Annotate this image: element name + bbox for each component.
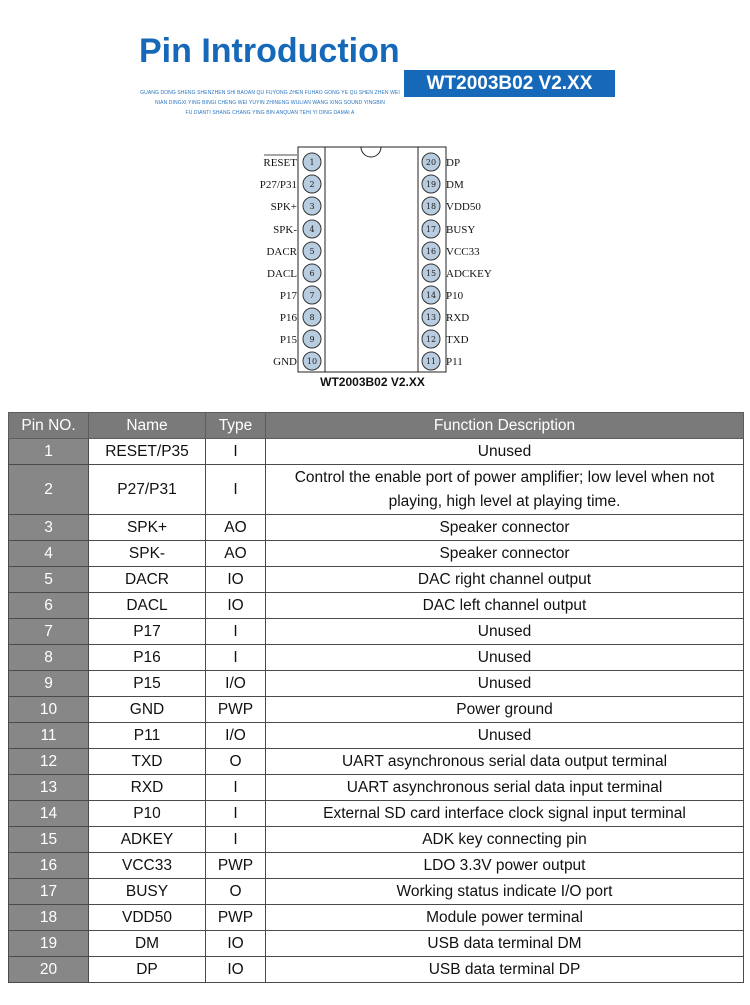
pin-type-cell: O: [206, 749, 266, 775]
pin-number-cell: 9: [9, 671, 89, 697]
chip-caption: WT2003B02 V2.XX: [320, 375, 425, 389]
pin-number-left: 9: [309, 335, 315, 344]
pin-label-right: RXD: [446, 312, 470, 324]
pin-type-cell: I/O: [206, 671, 266, 697]
pin-number-cell: 18: [9, 905, 89, 931]
function-description-cell: USB data terminal DM: [266, 931, 744, 957]
pin-type-cell: IO: [206, 957, 266, 983]
pin-label-right: P10: [446, 290, 464, 302]
pin-name-cell: RXD: [89, 775, 206, 801]
pin-label-left: P16: [279, 312, 297, 324]
pin-number-cell: 14: [9, 801, 89, 827]
pin-number-cell: 5: [9, 567, 89, 593]
pin-number-left: 1: [309, 158, 315, 167]
function-description-cell: Unused: [266, 619, 744, 645]
header-type: Type: [206, 413, 266, 439]
pin-number-right: 16: [425, 247, 437, 256]
company-text-line-3: FU DIANTI SHANG CHANG YING BIN ANQUAN TEHI YI DING DAMAI A: [185, 110, 355, 116]
pin-type-cell: I: [206, 465, 266, 515]
header-name: Name: [89, 413, 206, 439]
pin-number-cell: 12: [9, 749, 89, 775]
pin-label-right: DP: [446, 157, 461, 169]
table-row: [9, 619, 744, 645]
function-description-cell: UART asynchronous serial data input terminal: [266, 775, 744, 801]
pin-number-cell: 8: [9, 645, 89, 671]
function-description-cell: Control the enable port of power amplifier; low level when not playing, high level at playing time.: [266, 465, 744, 515]
pin-type-cell: I: [206, 439, 266, 465]
pin-type-cell: PWP: [206, 697, 266, 723]
pin-type-cell: I/O: [206, 723, 266, 749]
pin-number-left: 3: [309, 202, 315, 211]
pin-number-right: 13: [425, 313, 437, 322]
function-description-cell: Speaker connector: [266, 515, 744, 541]
pin-number-cell: 11: [9, 723, 89, 749]
pin-label-left: P17: [279, 290, 297, 302]
table-row: [9, 671, 744, 697]
table-row: [9, 827, 744, 853]
pin-number-cell: 6: [9, 593, 89, 619]
table-row: [9, 775, 744, 801]
function-description-cell: ADK key connecting pin: [266, 827, 744, 853]
pin-number-cell: 15: [9, 827, 89, 853]
pin-label-left: RESET: [263, 157, 297, 169]
table-row: [9, 749, 744, 775]
function-description-cell: Speaker connector: [266, 541, 744, 567]
pin-label-left: SPK+: [270, 201, 297, 213]
function-description-cell: USB data terminal DP: [266, 957, 744, 983]
pin-name-cell: TXD: [89, 749, 206, 775]
pin-number-cell: 1: [9, 439, 89, 465]
pin-name-cell: P16: [89, 645, 206, 671]
function-description-cell: LDO 3.3V power output: [266, 853, 744, 879]
pin-label-left: P27/P31: [259, 179, 297, 191]
table-row: [9, 931, 744, 957]
pin-number-left: 4: [309, 225, 315, 234]
pin-type-cell: I: [206, 619, 266, 645]
table-row: [9, 645, 744, 671]
pin-label-left: DACR: [266, 246, 297, 258]
pin-number-right: 20: [425, 158, 437, 167]
pin-label-left: DACL: [267, 268, 297, 280]
pin-name-cell: DP: [89, 957, 206, 983]
table-row: [9, 465, 744, 515]
function-description-cell: Module power terminal: [266, 905, 744, 931]
pin-label-left: GND: [273, 356, 297, 368]
table-row: [9, 723, 744, 749]
header-pin-no: Pin NO.: [9, 413, 89, 439]
table-row: [9, 515, 744, 541]
pin-number-left: 10: [306, 357, 318, 366]
function-description-cell: Unused: [266, 645, 744, 671]
pin-number-left: 6: [309, 269, 315, 278]
pin-function-table: [8, 412, 744, 983]
function-description-cell: Unused: [266, 723, 744, 749]
pin-number-left: 7: [309, 291, 315, 300]
company-text-line-1: GUANG DONG SHENG SHENZHEN SHI BAOAN QU FUYONG ZHEN FUHAO GONG YE QU SHEN ZHEN WEI: [140, 90, 400, 96]
pin-number-right: 12: [425, 335, 437, 344]
pin-number-right: 19: [425, 180, 437, 189]
table-row: [9, 905, 744, 931]
table-row: [9, 439, 744, 465]
pin-name-cell: SPK+: [89, 515, 206, 541]
pin-label-right: VDD50: [446, 201, 481, 213]
pin-label-right: VCC33: [446, 246, 480, 258]
function-description-cell: DAC left channel output: [266, 593, 744, 619]
pin-type-cell: AO: [206, 541, 266, 567]
pin-name-cell: DACL: [89, 593, 206, 619]
pin-number-cell: 2: [9, 465, 89, 515]
pin-name-cell: P27/P31: [89, 465, 206, 515]
pin-name-cell: ADKEY: [89, 827, 206, 853]
function-description-cell: External SD card interface clock signal input terminal: [266, 801, 744, 827]
table-row: [9, 853, 744, 879]
pin-type-cell: IO: [206, 567, 266, 593]
function-description-cell: DAC right channel output: [266, 567, 744, 593]
pin-label-right: ADCKEY: [446, 268, 492, 280]
pin-number-right: 11: [425, 357, 437, 366]
function-description-cell: Unused: [266, 439, 744, 465]
pin-name-cell: BUSY: [89, 879, 206, 905]
company-text-line-2: NIAN DINGXI YING BINGI CHENG WEI YUYIN ZHINENG WULIAN WANG XING SOUND YINGBIN: [154, 100, 386, 106]
pin-number-cell: 3: [9, 515, 89, 541]
table-row: [9, 593, 744, 619]
pin-name-cell: VDD50: [89, 905, 206, 931]
table-row: [9, 697, 744, 723]
pin-number-right: 14: [425, 291, 437, 300]
pin-name-cell: GND: [89, 697, 206, 723]
pin-name-cell: DACR: [89, 567, 206, 593]
function-description-cell: Working status indicate I/O port: [266, 879, 744, 905]
pin-name-cell: P17: [89, 619, 206, 645]
chip-body: [325, 147, 418, 372]
pin-label-right: DM: [446, 179, 464, 191]
pin-type-cell: I: [206, 827, 266, 853]
pin-name-cell: P15: [89, 671, 206, 697]
pin-name-cell: P11: [89, 723, 206, 749]
pin-name-cell: VCC33: [89, 853, 206, 879]
pin-type-cell: IO: [206, 931, 266, 957]
model-badge: WT2003B02 V2.XX: [404, 70, 615, 97]
pin-type-cell: PWP: [206, 853, 266, 879]
pin-number-right: 18: [425, 202, 437, 211]
pin-number-cell: 10: [9, 697, 89, 723]
header-function-description: Function Description: [266, 413, 744, 439]
pin-label-right: BUSY: [446, 224, 476, 236]
pin-name-cell: DM: [89, 931, 206, 957]
pin-number-left: 5: [309, 247, 315, 256]
table-row: [9, 567, 744, 593]
function-description-cell: Unused: [266, 671, 744, 697]
page-title: Pin Introduction: [139, 32, 400, 70]
function-description-cell: Power ground: [266, 697, 744, 723]
pin-number-cell: 20: [9, 957, 89, 983]
pin-label-left: P15: [279, 334, 297, 346]
pin-name-cell: SPK-: [89, 541, 206, 567]
function-description-cell: UART asynchronous serial data output terminal: [266, 749, 744, 775]
pin-number-cell: 7: [9, 619, 89, 645]
table-row: [9, 957, 744, 983]
pin-type-cell: I: [206, 645, 266, 671]
pin-number-right: 17: [425, 225, 437, 234]
pin-number-right: 15: [425, 269, 437, 278]
table-row: [9, 541, 744, 567]
pin-number-cell: 17: [9, 879, 89, 905]
pin-type-cell: AO: [206, 515, 266, 541]
pin-number-cell: 16: [9, 853, 89, 879]
table-header-row: [9, 413, 744, 439]
pin-label-left: SPK-: [273, 224, 297, 236]
pin-label-right: P11: [446, 356, 463, 368]
pin-number-left: 2: [309, 180, 315, 189]
pin-name-cell: P10: [89, 801, 206, 827]
pin-number-cell: 13: [9, 775, 89, 801]
pin-label-right: TXD: [446, 334, 469, 346]
pin-number-left: 8: [309, 313, 315, 322]
pin-type-cell: PWP: [206, 905, 266, 931]
pin-type-cell: O: [206, 879, 266, 905]
table-row: [9, 801, 744, 827]
table-row: [9, 879, 744, 905]
pin-number-cell: 4: [9, 541, 89, 567]
pin-name-cell: RESET/P35: [89, 439, 206, 465]
chip-pinout-diagram: [240, 146, 500, 374]
pin-number-cell: 19: [9, 931, 89, 957]
pin-type-cell: I: [206, 775, 266, 801]
pin-type-cell: I: [206, 801, 266, 827]
pin-type-cell: IO: [206, 593, 266, 619]
